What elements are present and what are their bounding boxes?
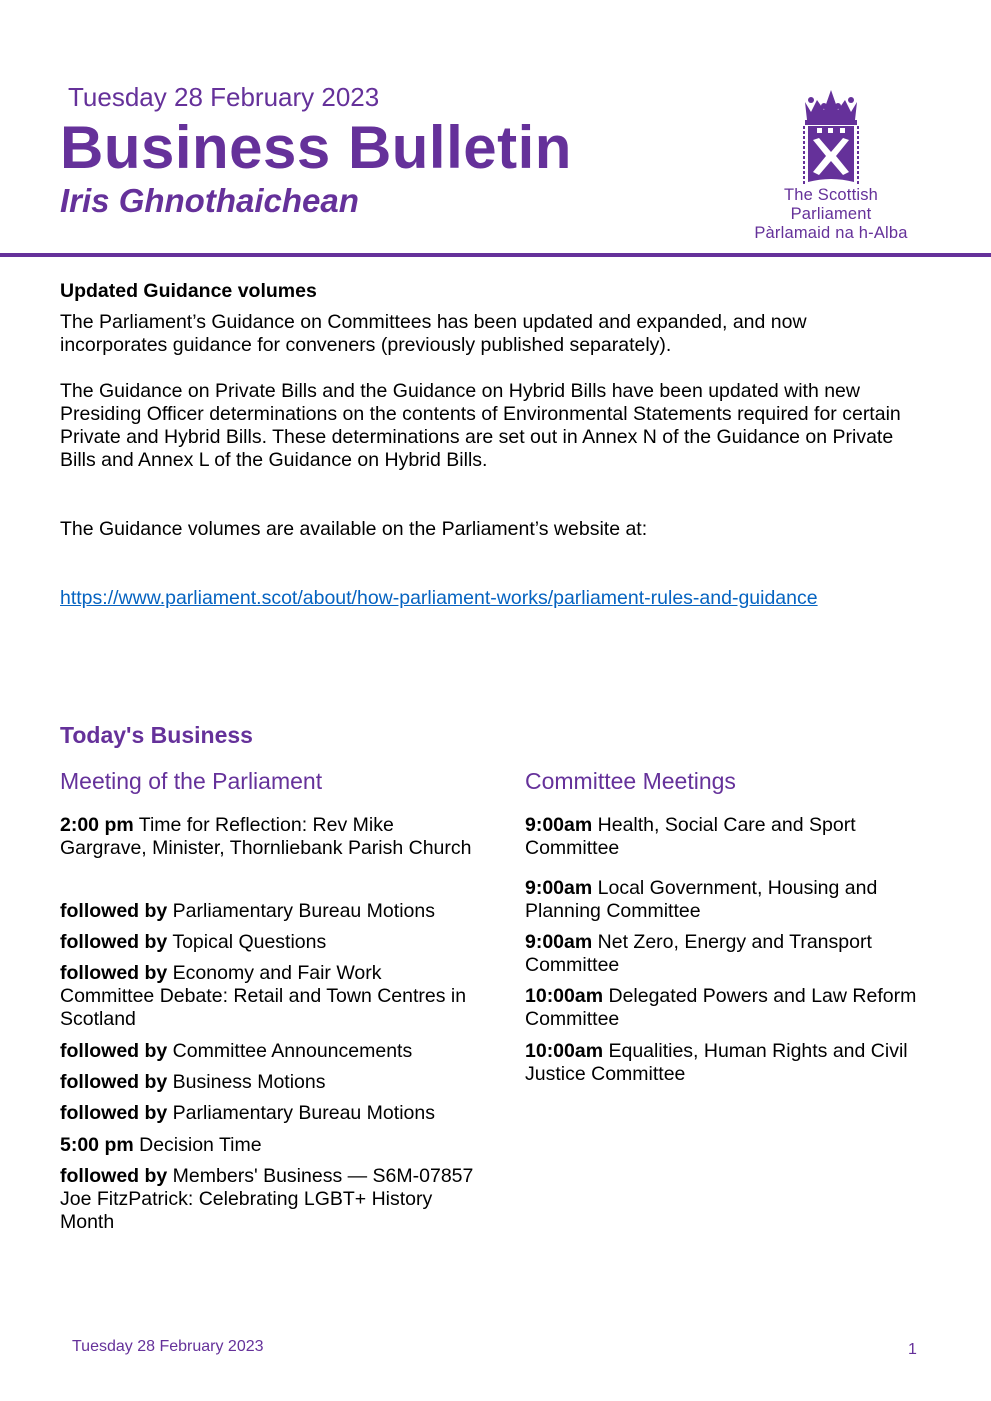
business-item [60, 962, 480, 1031]
business-item [525, 814, 945, 860]
business-item [60, 1102, 480, 1125]
crown-saltire-icon [799, 86, 863, 186]
business-item-time: 9:00am [525, 877, 593, 899]
business-item-time: 9:00am [525, 931, 593, 953]
business-item-text: Business Motions [172, 1071, 326, 1093]
business-item-time: followed by [60, 1165, 168, 1187]
business-item-text: Committee Announcements [172, 1040, 413, 1062]
business-item-text: Net Zero, Energy and Transport Committee [525, 931, 872, 976]
business-item-time: 2:00 pm [60, 814, 134, 836]
business-item [60, 1134, 480, 1157]
page-subtitle: Iris Ghnothaichean [60, 182, 359, 219]
business-item-text: Equalities, Human Rights and Civil Justice Committee [525, 1040, 908, 1085]
business-item [525, 877, 945, 923]
page-number: 1 [908, 1341, 917, 1358]
business-item [60, 931, 480, 954]
business-item-time: followed by [60, 1102, 168, 1124]
business-item-time: 10:00am [525, 985, 604, 1007]
business-item-text: Members' Business — S6M-07857 Joe FitzPatrick: Celebrating LGBT+ History Month [60, 1165, 474, 1233]
scottish-parliament-logo [742, 86, 920, 243]
business-item-text: Topical Questions [172, 931, 327, 953]
business-item-time: 5:00 pm [60, 1134, 134, 1156]
business-item-time: followed by [60, 1071, 168, 1093]
business-item-time: 9:00am [525, 814, 593, 836]
business-item [525, 1040, 945, 1086]
logo-text-gaelic: Pàrlamaid na h-Alba [754, 224, 908, 242]
notice-paragraph: The Guidance on Private Bills and the Guidance on Hybrid Bills have been updated with new Presiding Officer determinations on the contents of Environmental Statements required for certain Private and Hybrid Bills. These determinations are set out in Annex N of the Guidance on Private Bills and Annex L of the Guidance on Hybrid Bills. [60, 380, 901, 471]
business-item [60, 900, 480, 923]
business-item-text: Local Government, Housing and Planning Committee [525, 877, 878, 922]
notice-paragraph: The Guidance volumes are available on the Parliament’s website at: [60, 518, 648, 540]
business-item-time: followed by [60, 1040, 168, 1062]
business-item-time: followed by [60, 962, 168, 984]
business-item [60, 1165, 480, 1234]
business-item-text: Parliamentary Bureau Motions [172, 1102, 435, 1124]
meeting-heading: Meeting of the Parliament [60, 768, 323, 794]
business-item [525, 931, 945, 977]
business-item-time: 10:00am [525, 1040, 604, 1062]
business-item-text: Delegated Powers and Law Reform Committee [525, 985, 917, 1030]
business-item-text: Decision Time [139, 1134, 262, 1156]
footer-date: Tuesday 28 February 2023 [72, 1338, 264, 1355]
guidance-link[interactable]: https://www.parliament.scot/about/how-parliament-works/parliament-rules-and-guidance [60, 587, 818, 609]
business-item [60, 1071, 480, 1094]
business-item-time: followed by [60, 931, 168, 953]
business-item-text: Economy and Fair Work Committee Debate: Retail and Town Centres in Scotland [60, 962, 467, 1030]
logo-text-english: The Scottish Parliament [783, 186, 879, 223]
committee-heading: Committee Meetings [525, 768, 736, 794]
header-date: Tuesday 28 February 2023 [68, 82, 380, 112]
business-item-text: Time for Reflection: Rev Mike Gargrave, Minister, Thornliebank Parish Church [60, 814, 472, 859]
page-title: Business Bulletin [60, 114, 572, 181]
notice-heading: Updated Guidance volumes [60, 280, 317, 302]
business-item [60, 814, 480, 860]
header-divider [0, 253, 991, 257]
business-item-time: followed by [60, 900, 168, 922]
todays-business-heading: Today's Business [60, 722, 253, 748]
business-item-text: Health, Social Care and Sport Committee [525, 814, 856, 859]
business-item [60, 1040, 480, 1063]
business-item-text: Parliamentary Bureau Motions [172, 900, 435, 922]
business-item [525, 985, 945, 1031]
notice-paragraph: The Parliament’s Guidance on Committees has been updated and expanded, and now incorporates guidance for conveners (previously published separately). [60, 311, 807, 356]
